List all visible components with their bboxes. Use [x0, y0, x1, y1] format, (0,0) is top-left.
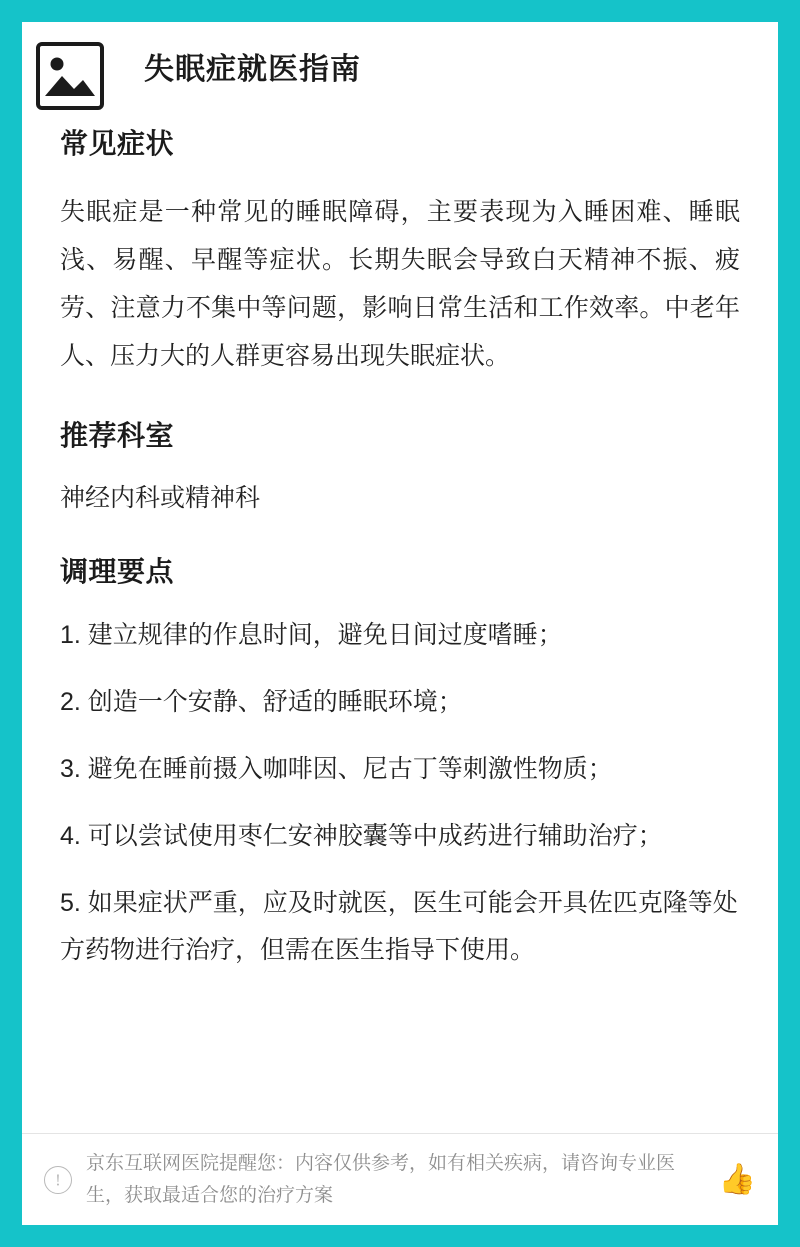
list-item: 5. 如果症状严重，应及时就医，医生可能会开具佐匹克隆等处方药物进行治疗，但需在医生指导下使用。	[60, 889, 738, 964]
card-header	[22, 22, 778, 122]
section-title-department: 推荐科室	[60, 420, 175, 451]
document-image-icon	[36, 42, 104, 110]
list-item: 4. 可以尝试使用枣仁安神胶囊等中成药进行辅助治疗；	[60, 822, 663, 850]
disclaimer-footer	[22, 1133, 778, 1225]
page-title: 失眠症就医指南	[144, 53, 361, 86]
disclaimer-text: 京东互联网医院提醒您：内容仅供参考，如有相关疾病，请咨询专业医生，获取最适合您的治疗方案	[86, 1152, 676, 1206]
symptoms-paragraph: 失眠症是一种常见的睡眠障碍，主要表现为入睡困难、睡眠浅、易醒、早醒等症状。长期失眠会导致白天精神不振、疲劳、注意力不集中等问题，影响日常生活和工作效率。中老年人、压力大的人群更容易出现失眠症状。	[60, 198, 740, 370]
department-text: 神经内科或精神科	[60, 484, 261, 512]
list-item: 2. 创造一个安静、舒适的睡眠环境；	[60, 688, 463, 716]
list-item: 1. 建立规律的作息时间，避免日间过度嗜睡；	[60, 621, 563, 649]
tips-list	[60, 612, 740, 974]
section-title-tips: 调理要点	[60, 556, 175, 587]
info-circle-icon	[44, 1166, 72, 1194]
card-content	[22, 122, 778, 974]
section-title-symptoms: 常见症状	[60, 128, 175, 159]
list-item: 3. 避免在睡前摄入咖啡因、尼古丁等刺激性物质；	[60, 755, 613, 783]
thumbs-up-icon[interactable]: 👍	[718, 1162, 756, 1196]
guide-card	[22, 22, 778, 1225]
